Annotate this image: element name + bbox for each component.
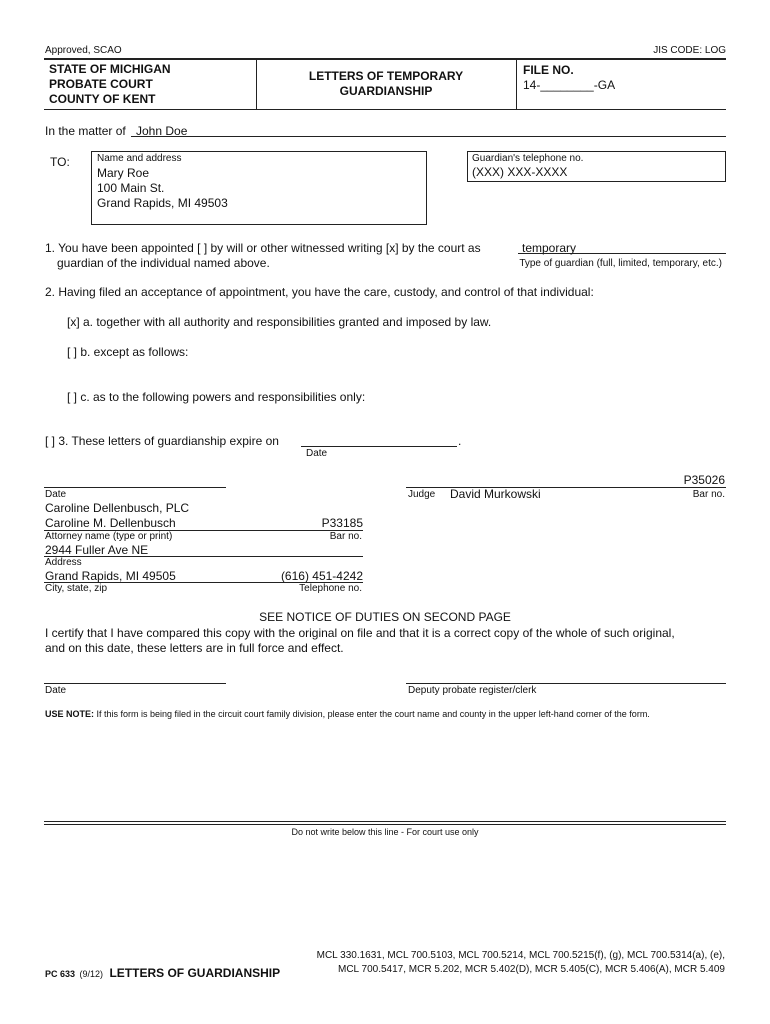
attorney-address-caption: Address xyxy=(45,557,82,568)
court-name: PROBATE COURT xyxy=(49,77,153,91)
item2-text: 2. Having filed an acceptance of appointment, you have the care, custody, and control of that individual: xyxy=(45,285,594,299)
attorney-address[interactable]: 2944 Fuller Ave NE xyxy=(45,543,149,557)
item2a-checkbox[interactable]: [x] a. together with all authority and responsibilities granted and imposed by law. xyxy=(67,315,492,329)
item1-text: 1. You have been appointed [ ] by will or other witnessed writing [x] by the court as xyxy=(45,241,481,255)
statute-refs-line2: MCL 700.5417, MCR 5.202, MCR 5.402(D), MCR 5.405(C), MCR 5.406(A), MCR 5.409 xyxy=(338,964,725,975)
notice-of-duties: SEE NOTICE OF DUTIES ON SECOND PAGE xyxy=(259,610,511,624)
judge-caption: Judge xyxy=(408,489,436,500)
header-bottom-rule xyxy=(44,109,726,110)
court-county: COUNTY OF KENT xyxy=(49,92,156,106)
guardian-type-caption: Type of guardian (full, limited, temporary, etc.) xyxy=(519,258,722,269)
matter-underline xyxy=(131,136,726,137)
header-top-rule xyxy=(44,58,726,60)
certify-line1: I certify that I have compared this copy with the original on file and that it is a correct copy of the whole of such original, xyxy=(45,626,675,640)
court-use-notice: Do not write below this line - For court use only xyxy=(291,827,479,837)
clerk-caption: Deputy probate register/clerk xyxy=(408,685,537,696)
use-note xyxy=(45,709,650,719)
footer-form-id xyxy=(45,964,280,982)
attorney-name[interactable]: Caroline M. Dellenbusch xyxy=(45,516,176,530)
signature-date-caption: Date xyxy=(45,489,67,500)
attorney-firm[interactable]: Caroline Dellenbusch, PLC xyxy=(45,501,190,515)
attorney-address-rule xyxy=(44,556,363,557)
file-no-field[interactable]: 14-________-GA xyxy=(523,78,616,92)
attorney-bar-caption: Bar no. xyxy=(329,531,362,542)
guardian-name[interactable]: Mary Roe xyxy=(97,166,150,180)
use-note-text: If this form is being filed in the circuit court family division, please enter the court name and county in the upper left-hand corner of the form. xyxy=(96,709,650,719)
attorney-phone[interactable]: (616) 451-4242 xyxy=(280,569,363,583)
to-label: TO: xyxy=(50,155,70,169)
statute-refs-line1: MCL 330.1631, MCL 700.5103, MCL 700.5214, MCL 700.5215(f), (g), MCL 700.5314(a), (e), xyxy=(316,950,725,961)
form-title-line1: LETTERS OF TEMPORARY xyxy=(308,69,464,83)
matter-label: In the matter of xyxy=(45,124,126,138)
expire-date-caption: Date xyxy=(306,448,328,459)
clerk-signature-line[interactable] xyxy=(406,683,726,684)
jis-code: JIS CODE: LOG xyxy=(653,45,726,56)
item2c-checkbox[interactable]: [ ] c. as to the following powers and responsibilities only: xyxy=(67,390,366,404)
guardian-type-underline xyxy=(518,253,726,254)
judge-bar-no[interactable]: P35026 xyxy=(683,473,725,487)
form-number: PC 633 xyxy=(45,969,76,979)
guardian-street[interactable]: 100 Main St. xyxy=(97,181,165,195)
judge-bar-caption: Bar no. xyxy=(692,489,725,500)
use-note-label: USE NOTE: xyxy=(45,709,95,719)
header-divider-2 xyxy=(516,59,517,109)
court-use-rule-1 xyxy=(44,821,726,822)
matter-name-field[interactable]: John Doe xyxy=(136,124,188,138)
form-title-line2: GUARDIANSHIP xyxy=(339,84,433,98)
approved-label: Approved, SCAO xyxy=(45,45,122,56)
guardian-phone-field[interactable]: (XXX) XXX-XXXX xyxy=(472,165,568,179)
file-no-label: FILE NO. xyxy=(523,63,574,77)
name-address-caption: Name and address xyxy=(97,153,182,164)
court-use-rule-2 xyxy=(44,824,726,825)
form-date: (9/12) xyxy=(79,969,103,979)
attorney-city-caption: City, state, zip xyxy=(45,583,108,594)
court-state: STATE OF MICHIGAN xyxy=(49,62,171,76)
attorney-phone-caption: Telephone no. xyxy=(299,583,362,594)
item3-period: . xyxy=(458,434,462,448)
attorney-bar-no[interactable]: P33185 xyxy=(321,516,363,530)
attorney-name-caption: Attorney name (type or print) xyxy=(45,531,173,542)
item1-line2: guardian of the individual named above. xyxy=(57,256,270,270)
certify-date-caption: Date xyxy=(45,685,67,696)
certify-line2: and on this date, these letters are in full force and effect. xyxy=(45,641,344,655)
signature-date-line[interactable] xyxy=(44,487,226,488)
judge-name[interactable]: David Murkowski xyxy=(450,487,541,501)
guardian-type-field[interactable]: temporary xyxy=(522,241,577,255)
expire-date-underline[interactable] xyxy=(301,446,457,447)
item3-checkbox[interactable]: [ ] 3. These letters of guardianship expire on xyxy=(45,434,279,448)
attorney-city[interactable]: Grand Rapids, MI 49505 xyxy=(45,569,176,583)
guardian-phone-caption: Guardian's telephone no. xyxy=(472,153,584,164)
guardian-city[interactable]: Grand Rapids, MI 49503 xyxy=(97,196,228,210)
item2b-checkbox[interactable]: [ ] b. except as follows: xyxy=(67,345,189,359)
certify-date-line[interactable] xyxy=(44,683,226,684)
footer-form-title: LETTERS OF GUARDIANSHIP xyxy=(109,966,281,980)
